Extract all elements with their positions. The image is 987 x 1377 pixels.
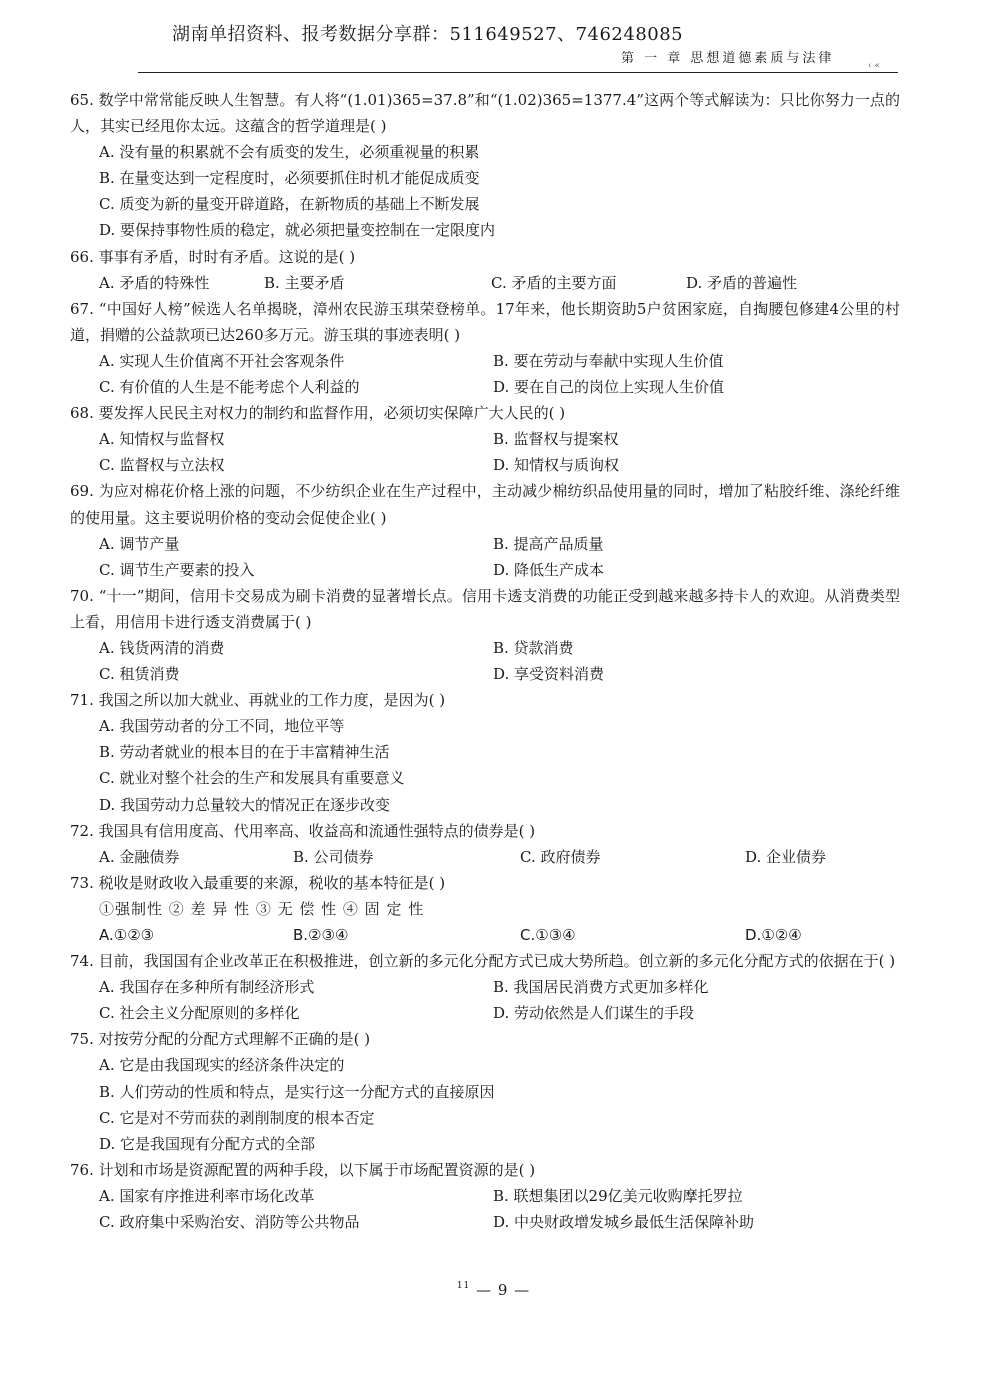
- question-67-options-row1: [70, 348, 900, 374]
- question-68-option-b: B. 监督权与提案权: [493, 430, 619, 449]
- question-70-option-d: D. 享受资料消费: [493, 665, 605, 684]
- question-75-option-a: A. 它是由我国现实的经济条件决定的: [99, 1056, 345, 1075]
- question-72-options: [70, 844, 900, 870]
- question-70-options-row1: [70, 635, 900, 661]
- footer-mark: 11: [456, 1281, 471, 1291]
- question-68-options-row1: [70, 426, 900, 452]
- question-69-stem: 69. 为应对棉花价格上涨的问题，不少纺织企业在生产过程中，主动减少棉纺织品使用量的同时，增加了粘胶纤维、涤纶纤维的使用量。这主要说明价格的变动会促使企业( ): [70, 482, 900, 527]
- question-74-option-c: C. 社会主义分配原则的多样化: [99, 1004, 300, 1023]
- question-76-option-b: B. 联想集团以29亿美元收购摩托罗拉: [493, 1186, 743, 1205]
- question-65: [70, 87, 900, 244]
- question-67-stem: 67. “中国好人榜”候选人名单揭晓，漳州农民游玉琪荣登榜单。17年来，他长期资助5户贫困家庭，自掏腰包修建4公里的村道，捐赠的公益款项已达260多万元。游玉琪的事迹表明( ): [70, 299, 900, 344]
- header-rule: [138, 72, 898, 73]
- question-67-option-a: A. 实现人生价值离不开社会客观条件: [99, 351, 345, 370]
- question-69-option-b: B. 提高产品质量: [493, 534, 604, 553]
- question-70-option-c: C. 租赁消费: [99, 665, 180, 684]
- question-76-option-a: A. 国家有序推进利率市场化改革: [99, 1186, 315, 1205]
- question-76-options-row1: [70, 1183, 900, 1209]
- question-76-options-row2: [70, 1209, 900, 1235]
- question-66-option-c: C. 矛盾的主要方面: [491, 273, 617, 292]
- question-65-option-b: B. 在量变达到一定程度时，必须要抓住时机才能促成质变: [99, 169, 480, 188]
- question-74-options-row2: [70, 1000, 900, 1026]
- page-footer: [0, 1281, 987, 1299]
- question-71-option-c: C. 就业对整个社会的生产和发展具有重要意义: [99, 769, 405, 788]
- question-73-option-a: A.①②③: [99, 926, 155, 944]
- question-66-option-a: A. 矛盾的特殊性: [99, 273, 210, 292]
- question-69-options-row1: [70, 531, 900, 557]
- question-66: [70, 244, 900, 296]
- question-67-options-row2: [70, 374, 900, 400]
- question-74-stem: 74. 目前，我国国有企业改革正在积极推进，创立新的多元化分配方式已成大势所趋。创立新的多元化分配方式的依据在于( ): [70, 952, 896, 971]
- question-76-option-d: D. 中央财政增发城乡最低生活保障补助: [493, 1213, 755, 1232]
- question-76-stem: 76. 计划和市场是资源配置的两种手段，以下属于市场配置资源的是( ): [70, 1160, 536, 1179]
- question-73-features: ①强制性 ② 差 异 性 ③ 无 偿 性 ④ 固 定 性: [99, 899, 425, 918]
- question-73-option-b: B.②③④: [293, 926, 349, 944]
- question-67-option-b: B. 要在劳动与奉献中实现人生价值: [493, 351, 724, 370]
- question-75: [70, 1026, 900, 1156]
- question-65-option-d: D. 要保持事物性质的稳定，就必须把量变控制在一定限度内: [99, 221, 496, 240]
- question-69: [70, 478, 900, 582]
- question-73-stem: 73. 税收是财政收入最重要的来源，税收的基本特征是( ): [70, 873, 446, 892]
- header-chapter-title: 第 一 章 思想道德素质与法律: [621, 51, 835, 66]
- page-number: — 9 —: [476, 1281, 531, 1299]
- question-70-options-row2: [70, 661, 900, 687]
- question-74-option-d: D. 劳动依然是人们谋生的手段: [493, 1004, 695, 1023]
- question-72-option-d: D. 企业债券: [745, 847, 827, 866]
- header-corner-mark: ‹ «: [868, 61, 880, 71]
- question-67: [70, 296, 900, 400]
- question-73-option-c: C.①③④: [520, 926, 576, 944]
- question-71-option-d: D. 我国劳动力总量较大的情况正在逐步改变: [99, 795, 391, 814]
- question-74: [70, 948, 900, 1026]
- question-75-option-d: D. 它是我国现有分配方式的全部: [99, 1134, 316, 1153]
- question-68: [70, 400, 900, 478]
- question-74-option-b: B. 我国居民消费方式更加多样化: [493, 978, 709, 997]
- question-75-option-c: C. 它是对不劳而获的剥削制度的根本否定: [99, 1108, 375, 1127]
- question-68-option-a: A. 知情权与监督权: [99, 430, 225, 449]
- question-76: [70, 1157, 900, 1235]
- question-72-option-a: A. 金融债券: [99, 847, 180, 866]
- question-69-option-c: C. 调节生产要素的投入: [99, 560, 255, 579]
- question-67-option-c: C. 有价值的人生是不能考虑个人利益的: [99, 378, 360, 397]
- question-75-stem: 75. 对按劳分配的分配方式理解不正确的是( ): [70, 1030, 371, 1049]
- question-66-stem: 66. 事事有矛盾，时时有矛盾。这说的是( ): [70, 247, 356, 266]
- question-71-stem: 71. 我国之所以加大就业、再就业的工作力度，是因为( ): [70, 691, 446, 710]
- question-72-option-b: B. 公司债券: [293, 847, 374, 866]
- question-69-option-a: A. 调节产量: [99, 534, 180, 553]
- question-65-option-c: C. 质变为新的量变开辟道路，在新物质的基础上不断发展: [99, 195, 480, 214]
- question-71: [70, 687, 900, 817]
- question-69-options-row2: [70, 557, 900, 583]
- question-75-option-b: B. 人们劳动的性质和特点，是实行这一分配方式的直接原因: [99, 1082, 495, 1101]
- question-73: [70, 870, 900, 948]
- question-68-stem: 68. 要发挥人民民主对权力的制约和监督作用，必须切实保障广大人民的( ): [70, 404, 566, 423]
- question-72-stem: 72. 我国具有信用度高、代用率高、收益高和流通性强特点的债券是( ): [70, 821, 536, 840]
- question-74-option-a: A. 我国存在多种所有制经济形式: [99, 978, 315, 997]
- question-66-option-d: D. 矛盾的普遍性: [686, 273, 798, 292]
- question-68-option-d: D. 知情权与质询权: [493, 456, 620, 475]
- question-66-option-b: B. 主要矛盾: [264, 273, 345, 292]
- question-65-stem: 65. 数学中常常能反映人生智慧。有人将“(1.01)365=37.8”和“(1.02)365=1377.4”这两个等式解读为：只比你努力一点的人，其实已经甩你太远。这蕴含的哲学道理是( ): [70, 91, 900, 136]
- question-76-option-c: C. 政府集中采购治安、消防等公共物品: [99, 1213, 360, 1232]
- question-73-option-d: D.①②④: [745, 926, 802, 944]
- question-68-options-row2: [70, 452, 900, 478]
- question-73-options: [70, 922, 900, 948]
- question-70: [70, 583, 900, 687]
- question-70-stem: 70. “十一”期间，信用卡交易成为刷卡消费的显著增长点。信用卡透支消费的功能正受到越来越多持卡人的欢迎。从消费类型上看，用信用卡进行透支消费属于( ): [70, 586, 900, 631]
- question-72: [70, 818, 900, 870]
- question-70-option-a: A. 钱货两清的消费: [99, 638, 225, 657]
- question-69-option-d: D. 降低生产成本: [493, 560, 605, 579]
- question-68-option-c: C. 监督权与立法权: [99, 456, 225, 475]
- question-72-option-c: C. 政府债券: [520, 847, 601, 866]
- question-65-option-a: A. 没有量的积累就不会有质变的发生，必须重视量的积累: [99, 143, 480, 162]
- question-66-options: [70, 270, 900, 296]
- question-70-option-b: B. 贷款消费: [493, 638, 574, 657]
- question-list: [70, 87, 900, 1235]
- question-71-option-b: B. 劳动者就业的根本目的在于丰富精神生活: [99, 743, 390, 762]
- question-74-options-row1: [70, 974, 900, 1000]
- question-67-option-d: D. 要在自己的岗位上实现人生价值: [493, 378, 725, 397]
- header-group-info: 湖南单招资料、报考数据分享群：511649527、746248085: [172, 24, 684, 45]
- question-71-option-a: A. 我国劳动者的分工不同，地位平等: [99, 717, 345, 736]
